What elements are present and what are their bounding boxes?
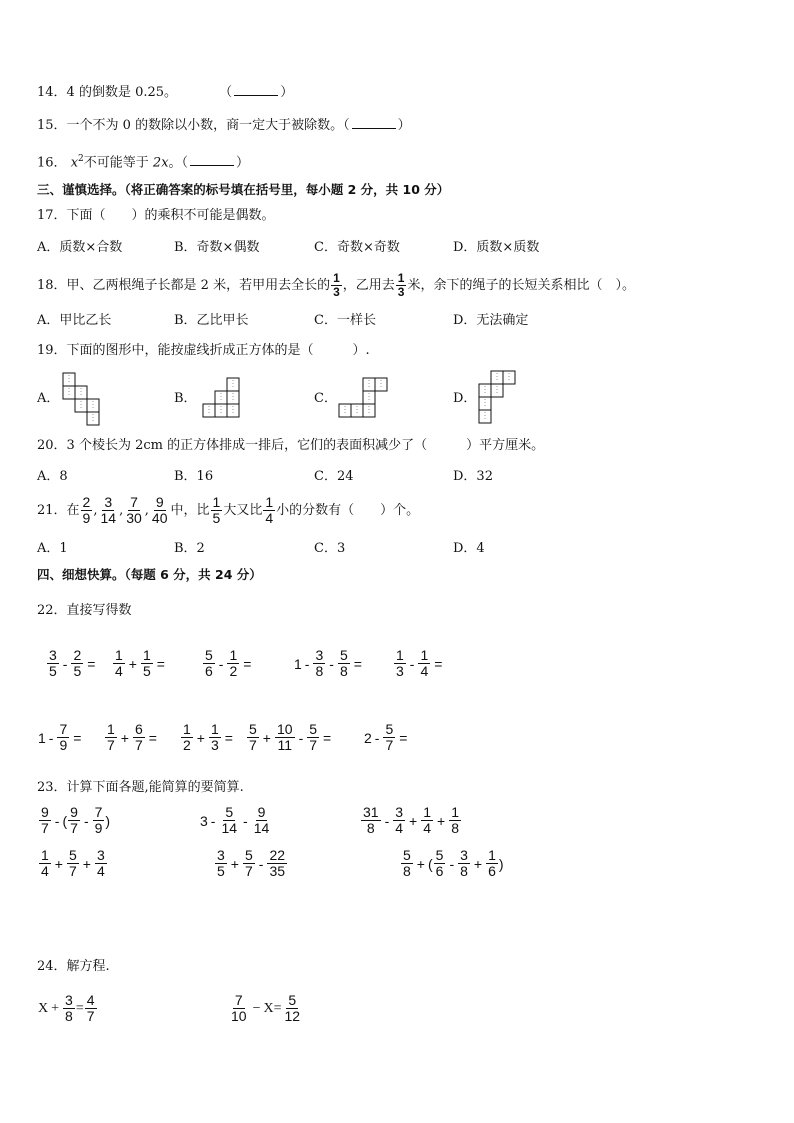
cube-net-b (202, 377, 242, 419)
expression: $\frac{1}{4}$ + $\frac{1}{5}$ = (115, 647, 165, 679)
expression: $\frac{5}{7}$ + $\frac{10}{11}$ - $\frac{5}{7}$ = (249, 721, 332, 753)
option-a[interactable]: A． (37, 391, 60, 406)
option-c[interactable]: C． (314, 391, 337, 406)
expression: 3 - $\frac{5}{14}$ - $\frac{9}{14}$ (200, 804, 270, 836)
expression: 2 - $\frac{5}{7}$ = (364, 721, 408, 753)
question-22-title: 22．直接写得数 (37, 603, 132, 618)
fraction: $\frac{1}{3}$ (397, 271, 405, 299)
fraction: $\frac{1}{3}$ (333, 271, 340, 299)
question-18: 18．甲、乙两根绳子长都是 2 米，若甲用去全长的 $\frac{1}{3}$ ，乙用去 $\frac{1}{3}$ 米，余下的绳子的长短关系相比（ ）。 (37, 271, 635, 299)
expression: $\frac{3}{5}$ + $\frac{5}{7}$ - $\frac{22}{35}$ (217, 847, 286, 879)
option-a[interactable]: A．甲比乙长 (37, 313, 112, 328)
option-c[interactable]: C．3 (314, 541, 346, 556)
option-d[interactable]: D．无法确定 (453, 313, 529, 328)
fraction: $\frac{1}{5}$ (212, 494, 221, 526)
cube-net-c (338, 377, 390, 419)
question-14: 14．4 的倒数是 0.25。 （ ） (37, 85, 294, 100)
option-d[interactable]: D． (453, 391, 477, 406)
option-a[interactable]: A．8 (37, 469, 68, 484)
question-20: 20．3 个棱长为 2cm 的正方体排成一排后，它们的表面积减少了（ ）平方厘米。 (37, 438, 545, 453)
answer-blank[interactable] (190, 153, 234, 166)
expression: $\frac{1}{3}$ - $\frac{1}{4}$ = (396, 647, 443, 679)
section-4-heading: 四、细想快算。（每题 6 分，共 24 分） (37, 567, 262, 582)
expression: $\frac{9}{7}$ - ( $\frac{9}{7}$ - $\frac{7}{9}$ ) (41, 804, 111, 836)
fraction: $\frac{9}{40}$ (151, 494, 168, 526)
question-17: 17．下面（ ）的乘积不可能是偶数。 (37, 208, 275, 223)
option-a[interactable]: A．质数×合数 (37, 240, 123, 255)
fraction: $\frac{3}{14}$ (100, 494, 117, 526)
question-16: 16． $x^2$不可能等于 2x。（ ） (37, 154, 250, 171)
option-c[interactable]: C．24 (314, 469, 354, 484)
expression: $\frac{31}{8}$ - $\frac{3}{4}$ + $\frac{1}{4}$ + $\frac{1}{8}$ (363, 804, 460, 836)
option-b[interactable]: B．16 (174, 469, 214, 484)
option-b[interactable]: B．奇数×偶数 (174, 240, 260, 255)
question-24-title: 24．解方程. (37, 959, 110, 974)
option-b[interactable]: B．乙比甲长 (174, 313, 249, 328)
option-c[interactable]: C．一样长 (314, 313, 376, 328)
expression: $\frac{5}{8}$ + ( $\frac{5}{6}$ - $\frac{3}{8}$ + $\frac{1}{6}$ ) (403, 847, 504, 879)
expression: 1 - $\frac{3}{8}$ - $\frac{5}{8}$ = (294, 647, 362, 679)
option-c[interactable]: C．奇数×奇数 (314, 240, 400, 255)
option-b[interactable]: B．2 (174, 541, 205, 556)
expression: $\frac{1}{7}$ + $\frac{6}{7}$ = (107, 721, 157, 753)
equation: X + $\frac{3}{8}$ = $\frac{4}{7}$ (38, 992, 95, 1024)
equation: $\frac{7}{10}$ − X = $\frac{5}{12}$ (231, 992, 301, 1024)
section-3-heading: 三、谨慎选择。（将正确答案的标号填在括号里，每小题 2 分，共 10 分） (37, 182, 450, 197)
expression: $\frac{5}{6}$ - $\frac{1}{2}$ = (205, 647, 252, 679)
option-a[interactable]: A．1 (37, 541, 68, 556)
option-d[interactable]: D．质数×质数 (453, 240, 540, 255)
expression: 1 - $\frac{7}{9}$ = (38, 721, 82, 753)
cube-net-a (62, 372, 102, 426)
fraction: $\frac{2}{9}$ (82, 494, 91, 526)
question-23-title: 23．计算下面各题,能简算的要简算. (37, 780, 244, 795)
question-21: 21．在 $\frac{2}{9}$ , $\frac{3}{14}$ , $\frac{7}{30}$ , $\frac{9}{40}$ 中，比 $\frac{1}{5}$ 大又比 $\frac{1}{4}$ 小的分数有（ ）个。 (37, 494, 420, 526)
expression: $\frac{3}{5}$ - $\frac{2}{5}$ = (49, 647, 96, 679)
question-19: 19．下面的图形中，能按虚线折成正方体的是（ ）. (37, 343, 370, 358)
option-b[interactable]: B． (174, 391, 197, 406)
option-d[interactable]: D．32 (453, 469, 493, 484)
fraction: $\frac{7}{30}$ (126, 494, 142, 526)
fraction: $\frac{1}{4}$ (265, 494, 274, 526)
answer-blank[interactable] (234, 83, 278, 96)
option-d[interactable]: D．4 (453, 541, 485, 556)
answer-blank[interactable] (352, 116, 396, 129)
cube-net-d (478, 370, 518, 426)
expression: $\frac{1}{2}$ + $\frac{1}{3}$ = (183, 721, 233, 753)
question-15: 15．一个不为 0 的数除以小数，商一定大于被除数。（ ） (37, 118, 411, 133)
expression: $\frac{1}{4}$ + $\frac{5}{7}$ + $\frac{3}{4}$ (41, 847, 105, 879)
